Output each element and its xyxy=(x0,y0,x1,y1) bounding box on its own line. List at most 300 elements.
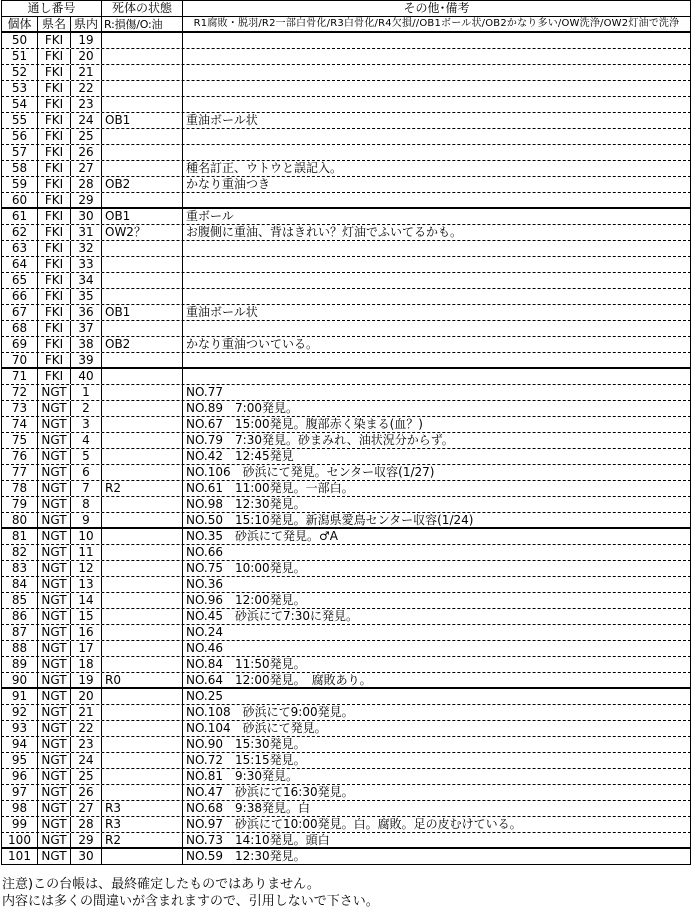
row-prefecture-number: 12 xyxy=(71,561,102,576)
row-serial-number: 77 xyxy=(2,465,38,480)
row-remarks: NO.97 砂浜にて10:00発見。白。腐敗。足の皮むけている。 xyxy=(183,817,691,832)
row-prefecture-number: 4 xyxy=(71,433,102,448)
row-remarks: NO.98 12:30発見。 xyxy=(183,497,691,512)
row-prefecture: FKI xyxy=(38,97,71,112)
row-prefecture-number: 3 xyxy=(71,417,102,432)
row-serial-number: 69 xyxy=(2,337,38,352)
header-remarks-legend: R1腐敗・脱羽/R2一部白骨化/R3白骨化/R4欠損//OB1ボール状/OB2かなり多い/OW洗浄/OW2灯油で洗浄 xyxy=(183,17,691,31)
row-carcass-condition: R2 xyxy=(102,481,183,496)
table-row xyxy=(1,113,691,129)
row-serial-number: 89 xyxy=(2,657,38,672)
row-carcass-condition: OB2 xyxy=(102,337,183,352)
row-remarks xyxy=(183,33,691,48)
note-line: 注意)この台帳は、最終確定したものではありません。 xyxy=(2,877,320,892)
row-serial-number: 86 xyxy=(2,609,38,624)
table-row xyxy=(1,705,691,721)
row-remarks: NO.84 11:50発見。 xyxy=(183,657,691,672)
row-remarks xyxy=(183,97,691,112)
row-remarks: NO.46 xyxy=(183,641,691,656)
row-prefecture: FKI xyxy=(38,289,71,304)
table-row xyxy=(1,353,691,369)
table-row xyxy=(1,529,691,545)
row-serial-number: 98 xyxy=(2,801,38,816)
row-remarks: NO.47 砂浜にて16:30発見。 xyxy=(183,785,691,800)
table-row xyxy=(1,33,691,49)
row-prefecture-number: 9 xyxy=(71,513,102,527)
row-remarks: NO.106 砂浜にて発見。センター収容(1/27) xyxy=(183,465,691,480)
row-serial-number: 79 xyxy=(2,497,38,512)
row-serial-number: 70 xyxy=(2,353,38,367)
row-prefecture: NGT xyxy=(38,625,71,640)
row-prefecture-number: 27 xyxy=(71,801,102,816)
row-serial-number: 67 xyxy=(2,305,38,320)
row-carcass-condition xyxy=(102,593,183,608)
row-carcass-condition: OW2？ xyxy=(102,225,183,240)
row-remarks xyxy=(183,273,691,288)
row-serial-number: 99 xyxy=(2,817,38,832)
row-carcass-condition xyxy=(102,145,183,160)
table-row xyxy=(1,609,691,625)
table-row xyxy=(1,241,691,257)
table-row xyxy=(1,129,691,145)
row-prefecture-number: 32 xyxy=(71,241,102,256)
header-remarks: その他･備考 xyxy=(183,1,691,16)
table-body xyxy=(1,33,691,865)
row-prefecture: FKI xyxy=(38,81,71,96)
row-prefecture: FKI xyxy=(38,49,71,64)
table-row xyxy=(1,545,691,561)
row-prefecture: NGT xyxy=(38,657,71,672)
row-prefecture: FKI xyxy=(38,321,71,336)
row-carcass-condition xyxy=(102,353,183,367)
row-remarks xyxy=(183,321,691,336)
row-remarks: NO.50 15:10発見。新潟県愛鳥センター収容(1/24) xyxy=(183,513,691,527)
row-carcass-condition xyxy=(102,497,183,512)
row-remarks: かなり重油ついている。 xyxy=(183,337,691,352)
row-prefecture-number: 20 xyxy=(71,689,102,704)
row-remarks xyxy=(183,129,691,144)
row-carcass-condition xyxy=(102,513,183,527)
row-serial-number: 68 xyxy=(2,321,38,336)
row-remarks xyxy=(183,289,691,304)
row-serial-number: 64 xyxy=(2,257,38,272)
row-carcass-condition xyxy=(102,49,183,64)
row-remarks xyxy=(183,81,691,96)
row-carcass-condition xyxy=(102,321,183,336)
row-serial-number: 80 xyxy=(2,513,38,527)
table-row xyxy=(1,769,691,785)
row-carcass-condition xyxy=(102,657,183,672)
row-prefecture-number: 8 xyxy=(71,497,102,512)
row-prefecture-number: 26 xyxy=(71,145,102,160)
row-prefecture-number: 16 xyxy=(71,625,102,640)
row-prefecture-number: 27 xyxy=(71,161,102,176)
row-serial-number: 56 xyxy=(2,129,38,144)
table-row xyxy=(1,465,691,481)
row-prefecture: NGT xyxy=(38,401,71,416)
row-carcass-condition xyxy=(102,193,183,207)
row-remarks: NO.73 14:10発見。頭白 xyxy=(183,833,691,847)
row-prefecture-number: 38 xyxy=(71,337,102,352)
row-prefecture-number: 34 xyxy=(71,273,102,288)
row-serial-number: 94 xyxy=(2,737,38,752)
row-prefecture-number: 21 xyxy=(71,65,102,80)
row-carcass-condition xyxy=(102,257,183,272)
table-row xyxy=(1,289,691,305)
row-serial-number: 51 xyxy=(2,49,38,64)
row-prefecture-number: 28 xyxy=(71,817,102,832)
table-row xyxy=(1,849,691,865)
row-prefecture: FKI xyxy=(38,369,71,384)
row-prefecture: NGT xyxy=(38,769,71,784)
row-carcass-condition: R0 xyxy=(102,673,183,687)
row-prefecture-number: 10 xyxy=(71,529,102,544)
table-row xyxy=(1,177,691,193)
row-carcass-condition xyxy=(102,721,183,736)
row-prefecture: NGT xyxy=(38,465,71,480)
row-remarks: NO.25 xyxy=(183,689,691,704)
row-remarks: NO.77 xyxy=(183,385,691,400)
row-carcass-condition xyxy=(102,273,183,288)
row-prefecture-number: 31 xyxy=(71,225,102,240)
row-prefecture-number: 33 xyxy=(71,257,102,272)
row-serial-number: 97 xyxy=(2,785,38,800)
row-prefecture: NGT xyxy=(38,817,71,832)
row-remarks: NO.66 xyxy=(183,545,691,560)
table-row xyxy=(1,689,691,705)
row-remarks: NO.67 15:00発見。腹部赤く染まる(血？) xyxy=(183,417,691,432)
table-row xyxy=(1,385,691,401)
note-line: 内容には多くの間違いが含まれますので、引用しないで下さい。 xyxy=(2,894,379,909)
row-carcass-condition: OB1 xyxy=(102,305,183,320)
row-prefecture: FKI xyxy=(38,209,71,224)
table-row xyxy=(1,417,691,433)
header-condition-codes: R:損傷/O:油 xyxy=(102,17,183,31)
row-remarks: NO.79 7:30発見。砂まみれ、油状況分からず。 xyxy=(183,433,691,448)
table-row xyxy=(1,753,691,769)
row-prefecture: NGT xyxy=(38,689,71,704)
row-prefecture: FKI xyxy=(38,241,71,256)
row-serial-number: 73 xyxy=(2,401,38,416)
disclaimer-notes xyxy=(2,876,682,910)
row-prefecture: FKI xyxy=(38,305,71,320)
row-serial-number: 55 xyxy=(2,113,38,128)
table-row xyxy=(1,145,691,161)
row-serial-number: 62 xyxy=(2,225,38,240)
row-prefecture-number: 26 xyxy=(71,785,102,800)
row-carcass-condition xyxy=(102,577,183,592)
header-row-columns xyxy=(1,17,691,33)
row-remarks: NO.61 11:00発見。一部白。 xyxy=(183,481,691,496)
row-carcass-condition xyxy=(102,641,183,656)
table-row xyxy=(1,625,691,641)
table-row xyxy=(1,337,691,353)
row-carcass-condition xyxy=(102,465,183,480)
row-serial-number: 65 xyxy=(2,273,38,288)
row-remarks: 重油ボール状 xyxy=(183,305,691,320)
row-carcass-condition xyxy=(102,769,183,784)
row-serial-number: 100 xyxy=(2,833,38,847)
row-remarks: NO.35 砂浜にて発見。♂A xyxy=(183,529,691,544)
row-prefecture: NGT xyxy=(38,785,71,800)
row-carcass-condition xyxy=(102,561,183,576)
row-serial-number: 59 xyxy=(2,177,38,192)
row-serial-number: 60 xyxy=(2,193,38,207)
row-prefecture: FKI xyxy=(38,177,71,192)
ledger-table xyxy=(1,0,691,865)
row-remarks: NO.64 12:00発見。 腐敗あり。 xyxy=(183,673,691,687)
row-remarks: NO.45 砂浜にて7:30に発見。 xyxy=(183,609,691,624)
row-serial-number: 75 xyxy=(2,433,38,448)
table-row xyxy=(1,321,691,337)
row-prefecture-number: 19 xyxy=(71,673,102,687)
row-prefecture-number: 35 xyxy=(71,289,102,304)
row-serial-number: 58 xyxy=(2,161,38,176)
row-serial-number: 74 xyxy=(2,417,38,432)
row-serial-number: 90 xyxy=(2,673,38,687)
row-remarks: NO.24 xyxy=(183,625,691,640)
row-prefecture: FKI xyxy=(38,129,71,144)
row-prefecture: NGT xyxy=(38,705,71,720)
table-row xyxy=(1,641,691,657)
row-prefecture-number: 1 xyxy=(71,385,102,400)
row-prefecture: NGT xyxy=(38,721,71,736)
row-prefecture: FKI xyxy=(38,33,71,48)
table-row xyxy=(1,673,691,689)
header-serial-number: 通し番号 xyxy=(2,1,102,16)
row-serial-number: 91 xyxy=(2,689,38,704)
row-prefecture-number: 19 xyxy=(71,33,102,48)
row-prefecture-number: 15 xyxy=(71,609,102,624)
row-remarks: NO.72 15:15発見。 xyxy=(183,753,691,768)
row-prefecture: FKI xyxy=(38,193,71,207)
row-remarks: NO.75 10:00発見。 xyxy=(183,561,691,576)
row-carcass-condition xyxy=(102,753,183,768)
row-carcass-condition: OB1 xyxy=(102,209,183,224)
row-remarks xyxy=(183,65,691,80)
row-prefecture: NGT xyxy=(38,609,71,624)
row-prefecture: FKI xyxy=(38,257,71,272)
row-prefecture-number: 2 xyxy=(71,401,102,416)
table-row xyxy=(1,257,691,273)
row-prefecture: NGT xyxy=(38,801,71,816)
row-prefecture-number: 39 xyxy=(71,353,102,367)
row-carcass-condition xyxy=(102,625,183,640)
row-remarks: NO.96 12:00発見。 xyxy=(183,593,691,608)
row-serial-number: 95 xyxy=(2,753,38,768)
row-prefecture-number: 25 xyxy=(71,129,102,144)
row-prefecture: NGT xyxy=(38,833,71,847)
row-prefecture-number: 11 xyxy=(71,545,102,560)
row-serial-number: 78 xyxy=(2,481,38,496)
header-prefecture: 県名 xyxy=(38,17,71,31)
row-prefecture-number: 18 xyxy=(71,657,102,672)
table-row xyxy=(1,65,691,81)
row-prefecture: NGT xyxy=(38,561,71,576)
table-row xyxy=(1,401,691,417)
row-serial-number: 92 xyxy=(2,705,38,720)
row-carcass-condition: R3 xyxy=(102,801,183,816)
header-in-prefecture: 県内 xyxy=(71,17,102,31)
row-remarks xyxy=(183,353,691,367)
row-prefecture-number: 6 xyxy=(71,465,102,480)
row-remarks xyxy=(183,257,691,272)
row-serial-number: 76 xyxy=(2,449,38,464)
header-individual: 個体 xyxy=(2,17,38,31)
row-serial-number: 85 xyxy=(2,593,38,608)
row-serial-number: 71 xyxy=(2,369,38,384)
row-prefecture: NGT xyxy=(38,497,71,512)
row-prefecture: NGT xyxy=(38,641,71,656)
row-carcass-condition xyxy=(102,81,183,96)
row-carcass-condition xyxy=(102,33,183,48)
row-prefecture: FKI xyxy=(38,113,71,128)
row-prefecture-number: 37 xyxy=(71,321,102,336)
row-prefecture-number: 21 xyxy=(71,705,102,720)
table-row xyxy=(1,225,691,241)
table-row xyxy=(1,273,691,289)
row-carcass-condition xyxy=(102,433,183,448)
row-remarks: NO.104 砂浜にて発見。 xyxy=(183,721,691,736)
row-carcass-condition xyxy=(102,705,183,720)
row-prefecture: FKI xyxy=(38,145,71,160)
row-serial-number: 87 xyxy=(2,625,38,640)
row-prefecture-number: 24 xyxy=(71,113,102,128)
row-remarks: NO.81 9:30発見。 xyxy=(183,769,691,784)
row-carcass-condition xyxy=(102,449,183,464)
row-serial-number: 84 xyxy=(2,577,38,592)
row-remarks: NO.89 7:00発見。 xyxy=(183,401,691,416)
row-prefecture: NGT xyxy=(38,449,71,464)
table-row xyxy=(1,161,691,177)
row-prefecture: NGT xyxy=(38,593,71,608)
table-row xyxy=(1,833,691,849)
table-row xyxy=(1,305,691,321)
row-remarks: お腹側に重油、背はきれい？灯油でふいてるかも。 xyxy=(183,225,691,240)
row-carcass-condition xyxy=(102,785,183,800)
row-prefecture: FKI xyxy=(38,225,71,240)
row-carcass-condition: OB1 xyxy=(102,113,183,128)
row-serial-number: 61 xyxy=(2,209,38,224)
row-serial-number: 101 xyxy=(2,849,38,864)
row-prefecture-number: 22 xyxy=(71,721,102,736)
row-remarks xyxy=(183,241,691,256)
row-prefecture: FKI xyxy=(38,161,71,176)
header-row-groups xyxy=(1,0,691,17)
row-serial-number: 81 xyxy=(2,529,38,544)
row-prefecture-number: 20 xyxy=(71,49,102,64)
row-serial-number: 53 xyxy=(2,81,38,96)
table-row xyxy=(1,81,691,97)
row-remarks: NO.68 9:38発見。白 xyxy=(183,801,691,816)
row-carcass-condition xyxy=(102,849,183,864)
row-serial-number: 52 xyxy=(2,65,38,80)
row-prefecture: FKI xyxy=(38,337,71,352)
row-prefecture-number: 30 xyxy=(71,209,102,224)
row-carcass-condition xyxy=(102,241,183,256)
row-carcass-condition xyxy=(102,689,183,704)
table-row xyxy=(1,785,691,801)
table-row xyxy=(1,737,691,753)
row-serial-number: 57 xyxy=(2,145,38,160)
table-row xyxy=(1,209,691,225)
row-carcass-condition: OB2 xyxy=(102,177,183,192)
row-prefecture-number: 17 xyxy=(71,641,102,656)
row-prefecture-number: 30 xyxy=(71,849,102,864)
table-row xyxy=(1,97,691,113)
row-carcass-condition xyxy=(102,65,183,80)
row-prefecture-number: 14 xyxy=(71,593,102,608)
row-prefecture: FKI xyxy=(38,65,71,80)
row-remarks: 重ボール xyxy=(183,209,691,224)
row-carcass-condition xyxy=(102,369,183,384)
header-carcass-condition: 死体の状態 xyxy=(102,1,183,16)
row-remarks: NO.36 xyxy=(183,577,691,592)
row-serial-number: 83 xyxy=(2,561,38,576)
row-prefecture: NGT xyxy=(38,433,71,448)
table-row xyxy=(1,497,691,513)
row-remarks: NO.108 砂浜にて9:00発見。 xyxy=(183,705,691,720)
row-prefecture-number: 5 xyxy=(71,449,102,464)
row-prefecture: NGT xyxy=(38,513,71,527)
row-prefecture-number: 29 xyxy=(71,833,102,847)
row-prefecture: NGT xyxy=(38,849,71,864)
row-carcass-condition xyxy=(102,385,183,400)
row-prefecture-number: 7 xyxy=(71,481,102,496)
row-carcass-condition xyxy=(102,609,183,624)
row-serial-number: 93 xyxy=(2,721,38,736)
row-prefecture-number: 23 xyxy=(71,737,102,752)
table-row xyxy=(1,577,691,593)
table-row xyxy=(1,193,691,209)
row-serial-number: 72 xyxy=(2,385,38,400)
row-remarks: 種名訂正、ウトウと誤記入。 xyxy=(183,161,691,176)
row-serial-number: 96 xyxy=(2,769,38,784)
row-remarks: NO.59 12:30発見。 xyxy=(183,849,691,864)
row-prefecture: NGT xyxy=(38,545,71,560)
table-row xyxy=(1,801,691,817)
row-prefecture: NGT xyxy=(38,481,71,496)
row-prefecture-number: 23 xyxy=(71,97,102,112)
table-row xyxy=(1,817,691,833)
row-carcass-condition xyxy=(102,97,183,112)
row-prefecture-number: 24 xyxy=(71,753,102,768)
row-serial-number: 50 xyxy=(2,33,38,48)
row-prefecture: NGT xyxy=(38,529,71,544)
row-carcass-condition xyxy=(102,289,183,304)
table-row xyxy=(1,561,691,577)
row-serial-number: 63 xyxy=(2,241,38,256)
table-row xyxy=(1,657,691,673)
row-prefecture-number: 25 xyxy=(71,769,102,784)
table-row xyxy=(1,593,691,609)
row-prefecture: NGT xyxy=(38,673,71,687)
row-prefecture: NGT xyxy=(38,577,71,592)
row-carcass-condition: R3 xyxy=(102,817,183,832)
table-row xyxy=(1,721,691,737)
table-row xyxy=(1,449,691,465)
row-prefecture-number: 13 xyxy=(71,577,102,592)
row-prefecture-number: 36 xyxy=(71,305,102,320)
row-prefecture: NGT xyxy=(38,737,71,752)
row-carcass-condition xyxy=(102,737,183,752)
row-serial-number: 82 xyxy=(2,545,38,560)
row-serial-number: 88 xyxy=(2,641,38,656)
table-row xyxy=(1,433,691,449)
table-row xyxy=(1,513,691,529)
row-carcass-condition xyxy=(102,529,183,544)
row-remarks: NO.42 12:45発見 xyxy=(183,449,691,464)
